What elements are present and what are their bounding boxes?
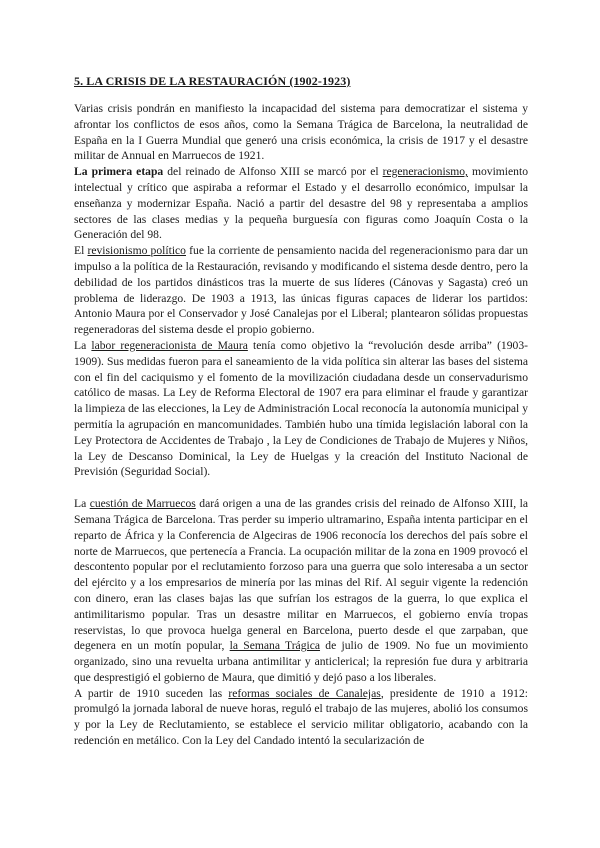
lead-bold: La primera etapa [74, 165, 164, 179]
document-body [74, 101, 528, 749]
text: del reinado de Alfonso XIII se marcó por el [163, 165, 383, 179]
paragraph-intro: Varias crisis pondrán en manifiesto la incapacidad del sistema para democratizar el sistema y afrontar los conflictos de esos años, como la Semana Trágica de Barcelona, la neutralidad de España en la I Guerra Mundial que generó una crisis económica, la crisis de 1917 y el desastre militar de Annual en Marruecos de 1921. [74, 102, 528, 163]
underlined-term: regeneracionismo, [382, 165, 468, 179]
text: movimiento intelectual y crítico que aspiraba a reformar el Estado y el desarrollo económico, impulsar la enseñanza y modernizar España. Nació a partir del desastre del 98 y representaba a amplios sectores de las clases medias y la pequeña burguesía con figuras como Joaquín Costa o la Generación del 98. [74, 165, 528, 242]
text: tenía como objetivo la “revolución desde arriba” (1903-1909). Sus medidas fueron para el saneamiento de la vida política sin alterar las bases del sistema con el fin del caciquismo y el fomento de la movilización ciudadana desde un conservadurismo católico de masas. La Ley de Reforma Electoral de 1907 era para eliminar el fraude y garantizar la limpieza de las elecciones, la Ley de Administración Local reconocía la autonomía municipal y permitía la agrupación en mancomunidades. También hubo una tímida legislación laboral con la Ley Protectora de Accidentes de Trabajo , la Ley de Condiciones de Trabajo de Mujeres y Niños, la Ley de Descanso Dominical, la Ley de Huelgas y la creación del Instituto Nacional de Previsión (Seguridad Social). [74, 338, 528, 479]
text: de julio de 1909. No fue un movimiento organizado, sino una revuelta urbana antimilitar y anticlerical; la represión fue dura y arbitraria que desprestigió el gobierno de Maura, que dimitió y dejó paso a los liberales. [74, 639, 528, 684]
paragraph-maura [74, 338, 528, 480]
paragraph-primera-etapa [74, 164, 528, 243]
paragraph-canalejas [74, 686, 528, 749]
text: La [74, 497, 90, 511]
underlined-term: cuestión de Marruecos [89, 497, 196, 511]
text: A partir de 1910 suceden las [74, 686, 229, 700]
text: fue la corriente de pensamiento nacida del regeneracionismo para dar un impulso a la política de la Restauración, revisando y modificando el sistema desde dentro, pero la debilidad de los partidos dinásticos tras la muerte de sus líderes (Cánovas y Sagasta) creó un problema de liderazgo. De 1903 a 1913, las únicas figuras capaces de liderar los partidos: Antonio Maura por el Conservador y José Canalejas por el Liberal; plantearon sólidas propuestas regeneradoras del sistema desde el propio gobierno. [74, 244, 528, 337]
paragraph-marruecos [74, 496, 528, 686]
text: La [74, 338, 92, 352]
underlined-term: revisionismo político [87, 244, 186, 258]
paragraph-revisionismo [74, 243, 528, 338]
text: , presidente de 1910 a 1912: promulgó la jornada laboral de nueve horas, reguló el trabajo de las mujeres, abolió los consumos y por la Ley de Reclutamiento, se establece el servicio militar obligatorio, acabando con la redención en metálico. Con la Ley del Candado intentó la secularización de [74, 686, 528, 748]
underlined-term: labor regeneracionista de Maura [91, 338, 248, 352]
underlined-term: la Semana Trágica [229, 639, 321, 653]
section-title: 5. LA CRISIS DE LA RESTAURACIÓN (1902-1923) [74, 74, 351, 88]
underlined-term: reformas sociales de Canalejas [228, 686, 381, 700]
text: dará origen a una de las grandes crisis del reinado de Alfonso XIII, la Semana Trágica de Barcelona. Tras perder su imperio ultramarino, España intenta participar en el reparto de África y la Conferencia de Algeciras de 1906 reconocía los derechos del país sobre el norte de Marruecos, que pertenecía a Francia. La ocupación militar de la zona en 1909 provocó el descontento popular por el reclutamiento forzoso para una guerra que solo interesaba a un sector del ejército y a los empresarios de minería por las minas del Rif. Al seguir vigente la redención con dinero, eran las clases bajas las que sufrían los estragos de la guerra, lo que explica el antimilitarismo popular. Tras un desastre militar en Marruecos, el gobierno envía tropas reservistas, lo que provoca huelga general en Barcelona, puerto desde el que zarpaban, que degenera en un motín popular, [74, 497, 528, 653]
text: El [74, 244, 88, 258]
